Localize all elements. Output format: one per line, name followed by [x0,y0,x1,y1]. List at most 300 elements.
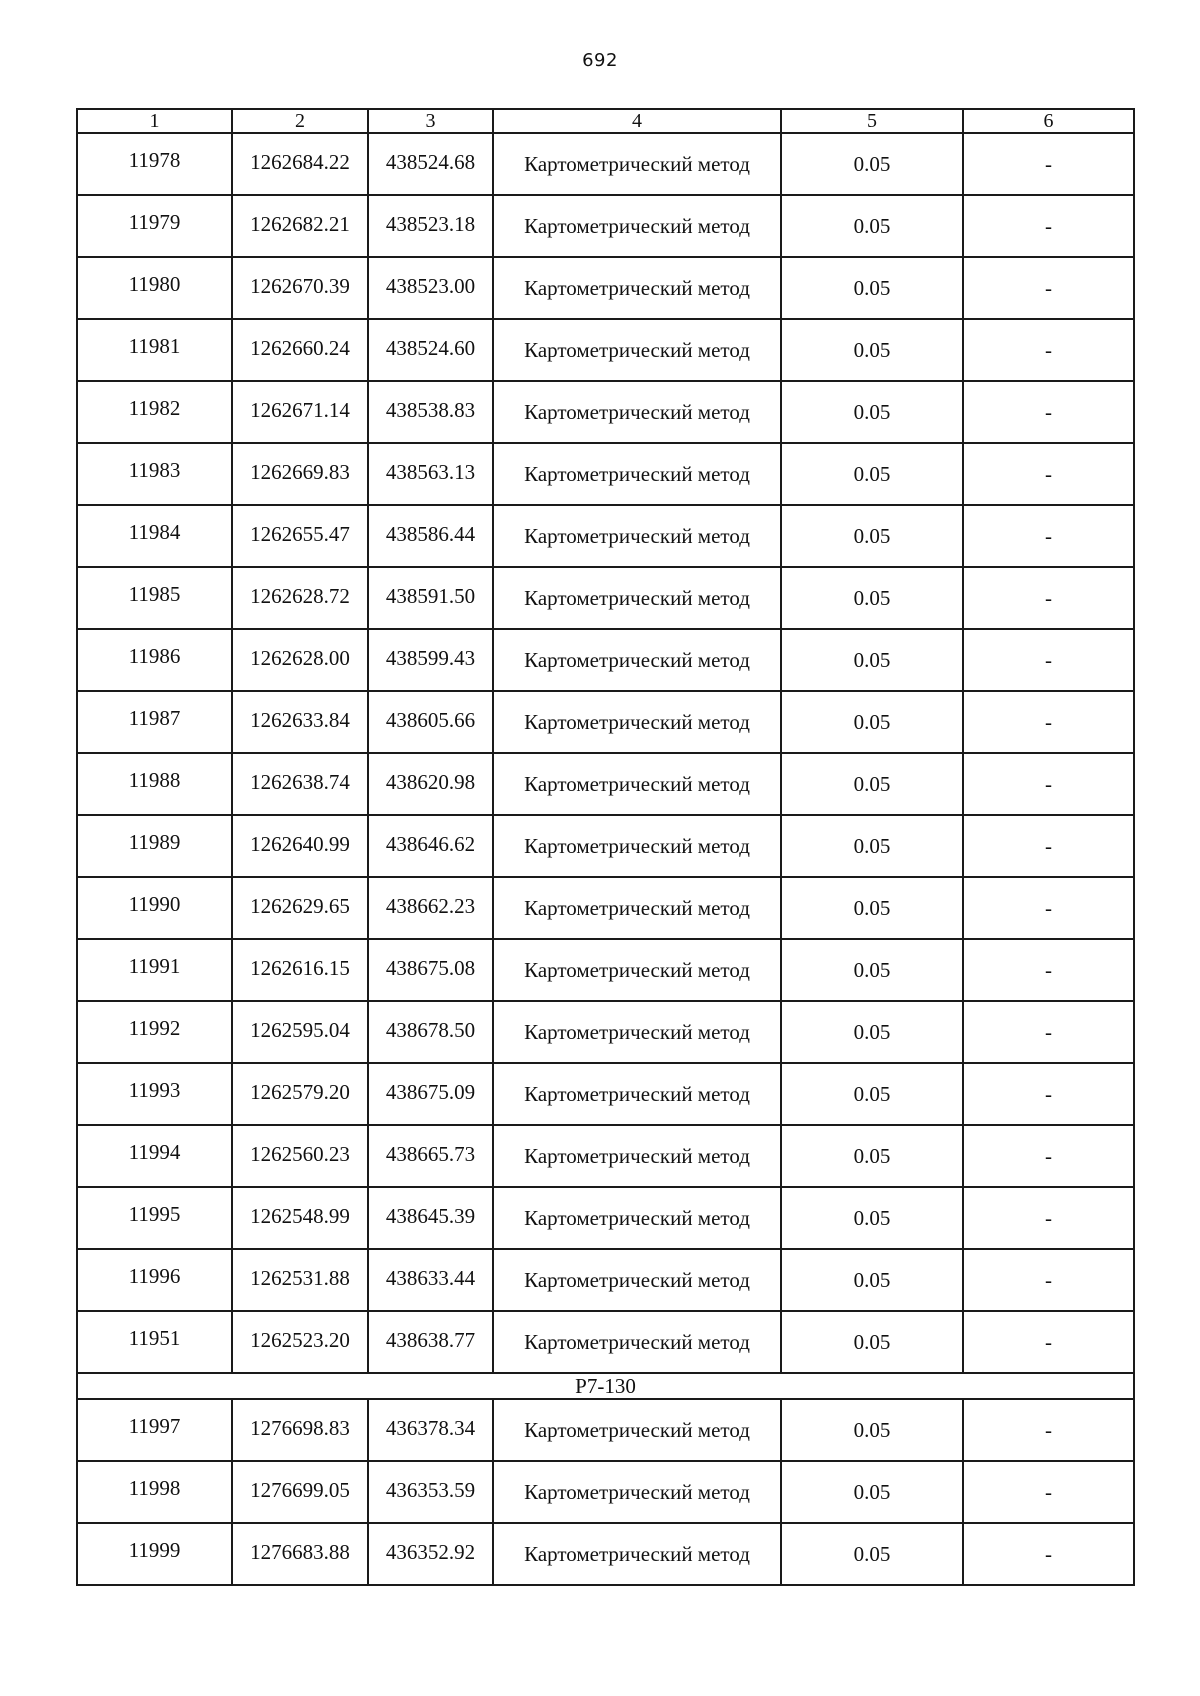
method-value: Картометрический метод [524,338,750,362]
y-coordinate-value: 438523.18 [385,212,476,236]
x-coordinate-cell [232,505,368,567]
table-row [77,1187,1134,1249]
section-divider [77,1373,1134,1399]
method-cell [493,939,781,1001]
x-coordinate-value: 1262655.47 [250,522,350,546]
note-value: - [1045,1418,1052,1442]
point-number-value: 11989 [128,830,181,854]
x-coordinate-value: 1262670.39 [250,274,350,298]
method-cell [493,1125,781,1187]
method-value: Картометрический метод [524,834,750,858]
point-number-cell [77,133,232,195]
method-cell [493,1249,781,1311]
x-coordinate-cell [232,195,368,257]
table-row [77,443,1134,505]
method-value: Картометрический метод [524,1418,750,1442]
point-number-value: 11986 [128,644,181,668]
note-value: - [1045,772,1052,796]
x-coordinate-cell [232,1311,368,1373]
note-cell [963,1063,1134,1125]
accuracy-value: 0.05 [853,710,891,734]
x-coordinate-cell [232,1187,368,1249]
accuracy-value: 0.05 [853,1020,891,1044]
method-value: Картометрический метод [524,1206,750,1230]
y-coordinate-cell [368,1249,493,1311]
y-coordinate-cell [368,133,493,195]
point-number-cell [77,1311,232,1373]
note-value: - [1045,524,1052,548]
y-coordinate-cell [368,815,493,877]
x-coordinate-value: 1262638.74 [250,770,350,794]
point-number-cell [77,629,232,691]
method-value: Картометрический метод [524,276,750,300]
y-coordinate-value: 438563.13 [385,460,476,484]
note-value: - [1045,1330,1052,1354]
y-coordinate-cell [368,1063,493,1125]
y-coordinate-value: 438678.50 [385,1018,476,1042]
note-cell [963,877,1134,939]
accuracy-cell [781,629,963,691]
y-coordinate-value: 436378.34 [385,1416,476,1440]
section-row [77,1373,1134,1399]
point-number-value: 11994 [128,1140,181,1164]
accuracy-cell [781,1461,963,1523]
x-coordinate-cell [232,691,368,753]
note-cell [963,505,1134,567]
note-value: - [1045,896,1052,920]
x-coordinate-cell [232,629,368,691]
x-coordinate-cell [232,381,368,443]
point-number-cell [77,1125,232,1187]
x-coordinate-cell [232,877,368,939]
method-cell [493,877,781,939]
point-number-value: 11995 [128,1202,181,1226]
accuracy-value: 0.05 [853,1206,891,1230]
accuracy-value: 0.05 [853,524,891,548]
point-number-cell [77,1001,232,1063]
table-row [77,939,1134,1001]
method-value: Картометрический метод [524,772,750,796]
note-cell [963,1523,1134,1585]
method-cell [493,1399,781,1461]
method-cell [493,629,781,691]
y-coordinate-cell [368,1311,493,1373]
column-header-6: 6 [963,109,1134,133]
table-row [77,195,1134,257]
y-coordinate-value: 438538.83 [385,398,476,422]
x-coordinate-cell [232,1461,368,1523]
note-value: - [1045,462,1052,486]
accuracy-value: 0.05 [853,276,891,300]
y-coordinate-value: 436353.59 [385,1478,476,1502]
accuracy-cell [781,1001,963,1063]
y-coordinate-cell [368,1187,493,1249]
accuracy-cell [781,877,963,939]
x-coordinate-value: 1262682.21 [250,212,350,236]
note-cell [963,133,1134,195]
coordinates-table [76,108,1135,1586]
x-coordinate-value: 1262671.14 [250,398,350,422]
x-coordinate-value: 1262660.24 [250,336,350,360]
y-coordinate-value: 438646.62 [385,832,476,856]
method-cell [493,567,781,629]
table-row [77,133,1134,195]
note-cell [963,443,1134,505]
note-cell [963,319,1134,381]
accuracy-value: 0.05 [853,1330,891,1354]
accuracy-value: 0.05 [853,1480,891,1504]
y-coordinate-value: 438605.66 [385,708,476,732]
table-header [77,109,1134,133]
accuracy-value: 0.05 [853,1082,891,1106]
y-coordinate-cell [368,1523,493,1585]
note-cell [963,1001,1134,1063]
method-value: Картометрический метод [524,648,750,672]
x-coordinate-cell [232,257,368,319]
y-coordinate-value: 438645.39 [385,1204,476,1228]
point-number-cell [77,443,232,505]
method-cell [493,1461,781,1523]
accuracy-cell [781,1187,963,1249]
y-coordinate-value: 438675.08 [385,956,476,980]
method-value: Картометрический метод [524,958,750,982]
point-number-cell [77,1249,232,1311]
note-value: - [1045,1206,1052,1230]
table-row [77,1001,1134,1063]
point-number-value: 11998 [128,1476,181,1500]
point-number-cell [77,815,232,877]
x-coordinate-value: 1262628.72 [250,584,350,608]
table-row [77,1461,1134,1523]
table-row [77,691,1134,753]
accuracy-value: 0.05 [853,152,891,176]
y-coordinate-value: 438523.00 [385,274,476,298]
x-coordinate-cell [232,567,368,629]
x-coordinate-cell [232,815,368,877]
method-value: Картометрический метод [524,400,750,424]
accuracy-value: 0.05 [853,772,891,796]
method-value: Картометрический метод [524,586,750,610]
note-value: - [1045,214,1052,238]
point-number-value: 11999 [128,1538,181,1562]
y-coordinate-value: 438524.68 [385,150,476,174]
method-value: Картометрический метод [524,462,750,486]
note-value: - [1045,710,1052,734]
point-number-value: 11984 [128,520,181,544]
note-cell [963,1311,1134,1373]
accuracy-cell [781,443,963,505]
x-coordinate-cell [232,1523,368,1585]
accuracy-value: 0.05 [853,648,891,672]
accuracy-cell [781,753,963,815]
y-coordinate-cell [368,1125,493,1187]
point-number-cell [77,1399,232,1461]
x-coordinate-value: 1262548.99 [250,1204,350,1228]
method-cell [493,133,781,195]
y-coordinate-cell [368,195,493,257]
method-value: Картометрический метод [524,214,750,238]
point-number-value: 11992 [128,1016,181,1040]
method-value: Картометрический метод [524,524,750,548]
point-number-value: 11988 [128,768,181,792]
point-number-value: 11996 [128,1264,181,1288]
note-cell [963,1399,1134,1461]
y-coordinate-cell [368,691,493,753]
y-coordinate-cell [368,1001,493,1063]
point-number-cell [77,505,232,567]
y-coordinate-cell [368,629,493,691]
accuracy-cell [781,1523,963,1585]
table-row [77,1063,1134,1125]
x-coordinate-value: 1262560.23 [250,1142,350,1166]
y-coordinate-cell [368,319,493,381]
x-coordinate-value: 1262628.00 [250,646,350,670]
method-value: Картометрический метод [524,896,750,920]
accuracy-cell [781,691,963,753]
y-coordinate-value: 438675.09 [385,1080,476,1104]
note-value: - [1045,1144,1052,1168]
method-value: Картометрический метод [524,1268,750,1292]
note-value: - [1045,1480,1052,1504]
accuracy-value: 0.05 [853,896,891,920]
y-coordinate-value: 438524.60 [385,336,476,360]
y-coordinate-cell [368,1399,493,1461]
note-value: - [1045,958,1052,982]
note-cell [963,381,1134,443]
x-coordinate-cell [232,443,368,505]
accuracy-cell [781,1063,963,1125]
note-value: - [1045,834,1052,858]
point-number-cell [77,567,232,629]
method-value: Картометрический метод [524,1480,750,1504]
note-value: - [1045,338,1052,362]
method-cell [493,319,781,381]
point-number-value: 11993 [128,1078,181,1102]
point-number-value: 11987 [128,706,181,730]
x-coordinate-cell [232,1001,368,1063]
note-cell [963,815,1134,877]
y-coordinate-value: 438638.77 [385,1328,476,1352]
table-row [77,257,1134,319]
x-coordinate-value: 1262531.88 [250,1266,350,1290]
x-coordinate-cell [232,939,368,1001]
method-cell [493,691,781,753]
accuracy-cell [781,1125,963,1187]
method-value: Картометрический метод [524,1330,750,1354]
y-coordinate-cell [368,753,493,815]
point-number-value: 11991 [128,954,181,978]
method-value: Картометрический метод [524,152,750,176]
table-row [77,319,1134,381]
point-number-cell [77,195,232,257]
x-coordinate-value: 1262616.15 [250,956,350,980]
table-row [77,629,1134,691]
method-cell [493,753,781,815]
column-header-1: 1 [77,109,232,133]
point-number-value: 11979 [128,210,181,234]
method-cell [493,1187,781,1249]
accuracy-value: 0.05 [853,338,891,362]
point-number-value: 11951 [128,1326,181,1350]
table-body-group-1 [77,133,1134,1373]
accuracy-cell [781,133,963,195]
note-cell [963,1461,1134,1523]
y-coordinate-value: 438591.50 [385,584,476,608]
note-value: - [1045,1020,1052,1044]
accuracy-value: 0.05 [853,214,891,238]
accuracy-cell [781,815,963,877]
method-cell [493,815,781,877]
accuracy-cell [781,257,963,319]
table-row [77,877,1134,939]
accuracy-value: 0.05 [853,1268,891,1292]
accuracy-cell [781,381,963,443]
method-value: Картометрический метод [524,1144,750,1168]
point-number-value: 11980 [128,272,181,296]
point-number-cell [77,1063,232,1125]
x-coordinate-value: 1262629.65 [250,894,350,918]
note-cell [963,257,1134,319]
page-number: 692 [582,50,618,71]
accuracy-value: 0.05 [853,462,891,486]
x-coordinate-value: 1276683.88 [250,1540,350,1564]
point-number-value: 11985 [128,582,181,606]
table-body-group-2 [77,1399,1134,1585]
note-cell [963,567,1134,629]
column-header-4: 4 [493,109,781,133]
section-label: Р7-130 [77,1373,1134,1399]
note-value: - [1045,1268,1052,1292]
y-coordinate-cell [368,257,493,319]
accuracy-cell [781,939,963,1001]
table-row [77,505,1134,567]
x-coordinate-value: 1262523.20 [250,1328,350,1352]
y-coordinate-value: 438665.73 [385,1142,476,1166]
x-coordinate-value: 1276699.05 [250,1478,350,1502]
method-cell [493,195,781,257]
header-row [77,109,1134,133]
y-coordinate-value: 438586.44 [385,522,476,546]
y-coordinate-cell [368,1461,493,1523]
note-value: - [1045,648,1052,672]
accuracy-value: 0.05 [853,1144,891,1168]
column-header-2: 2 [232,109,368,133]
point-number-cell [77,1187,232,1249]
point-number-cell [77,319,232,381]
column-header-3: 3 [368,109,493,133]
x-coordinate-cell [232,319,368,381]
x-coordinate-cell [232,753,368,815]
note-cell [963,1187,1134,1249]
y-coordinate-value: 438662.23 [385,894,476,918]
point-number-cell [77,381,232,443]
accuracy-cell [781,1311,963,1373]
note-cell [963,629,1134,691]
note-cell [963,1125,1134,1187]
method-cell [493,1311,781,1373]
x-coordinate-value: 1262595.04 [250,1018,350,1042]
table-row [77,1311,1134,1373]
accuracy-cell [781,567,963,629]
point-number-value: 11983 [128,458,181,482]
y-coordinate-cell [368,381,493,443]
point-number-cell [77,877,232,939]
method-cell [493,443,781,505]
x-coordinate-cell [232,1399,368,1461]
point-number-cell [77,691,232,753]
note-cell [963,1249,1134,1311]
y-coordinate-cell [368,939,493,1001]
method-cell [493,1001,781,1063]
point-number-value: 11981 [128,334,181,358]
point-number-value: 11997 [128,1414,181,1438]
note-cell [963,195,1134,257]
x-coordinate-cell [232,133,368,195]
accuracy-cell [781,1399,963,1461]
note-value: - [1045,1082,1052,1106]
method-cell [493,1523,781,1585]
y-coordinate-cell [368,505,493,567]
x-coordinate-cell [232,1125,368,1187]
method-cell [493,1063,781,1125]
table-row [77,1125,1134,1187]
x-coordinate-value: 1262640.99 [250,832,350,856]
y-coordinate-cell [368,443,493,505]
accuracy-cell [781,1249,963,1311]
x-coordinate-value: 1276698.83 [250,1416,350,1440]
x-coordinate-value: 1262684.22 [250,150,350,174]
point-number-cell [77,1461,232,1523]
note-cell [963,939,1134,1001]
x-coordinate-cell [232,1063,368,1125]
coordinates-table-container [76,108,1133,1586]
table-row [77,1523,1134,1585]
method-cell [493,381,781,443]
y-coordinate-cell [368,877,493,939]
method-value: Картометрический метод [524,1082,750,1106]
table-row [77,753,1134,815]
table-row [77,815,1134,877]
table-row [77,381,1134,443]
method-value: Картометрический метод [524,1020,750,1044]
accuracy-cell [781,319,963,381]
point-number-cell [77,1523,232,1585]
y-coordinate-value: 438633.44 [385,1266,476,1290]
table-row [77,1399,1134,1461]
accuracy-value: 0.05 [853,400,891,424]
y-coordinate-value: 438620.98 [385,770,476,794]
point-number-value: 11990 [128,892,181,916]
note-value: - [1045,1542,1052,1566]
table-row [77,567,1134,629]
y-coordinate-value: 438599.43 [385,646,476,670]
note-value: - [1045,152,1052,176]
method-cell [493,505,781,567]
x-coordinate-value: 1262633.84 [250,708,350,732]
accuracy-value: 0.05 [853,586,891,610]
point-number-value: 11982 [128,396,181,420]
method-value: Картометрический метод [524,710,750,734]
accuracy-value: 0.05 [853,1542,891,1566]
point-number-value: 11978 [128,148,181,172]
accuracy-cell [781,505,963,567]
accuracy-cell [781,195,963,257]
point-number-cell [77,939,232,1001]
note-cell [963,753,1134,815]
method-cell [493,257,781,319]
point-number-cell [77,257,232,319]
table-row [77,1249,1134,1311]
